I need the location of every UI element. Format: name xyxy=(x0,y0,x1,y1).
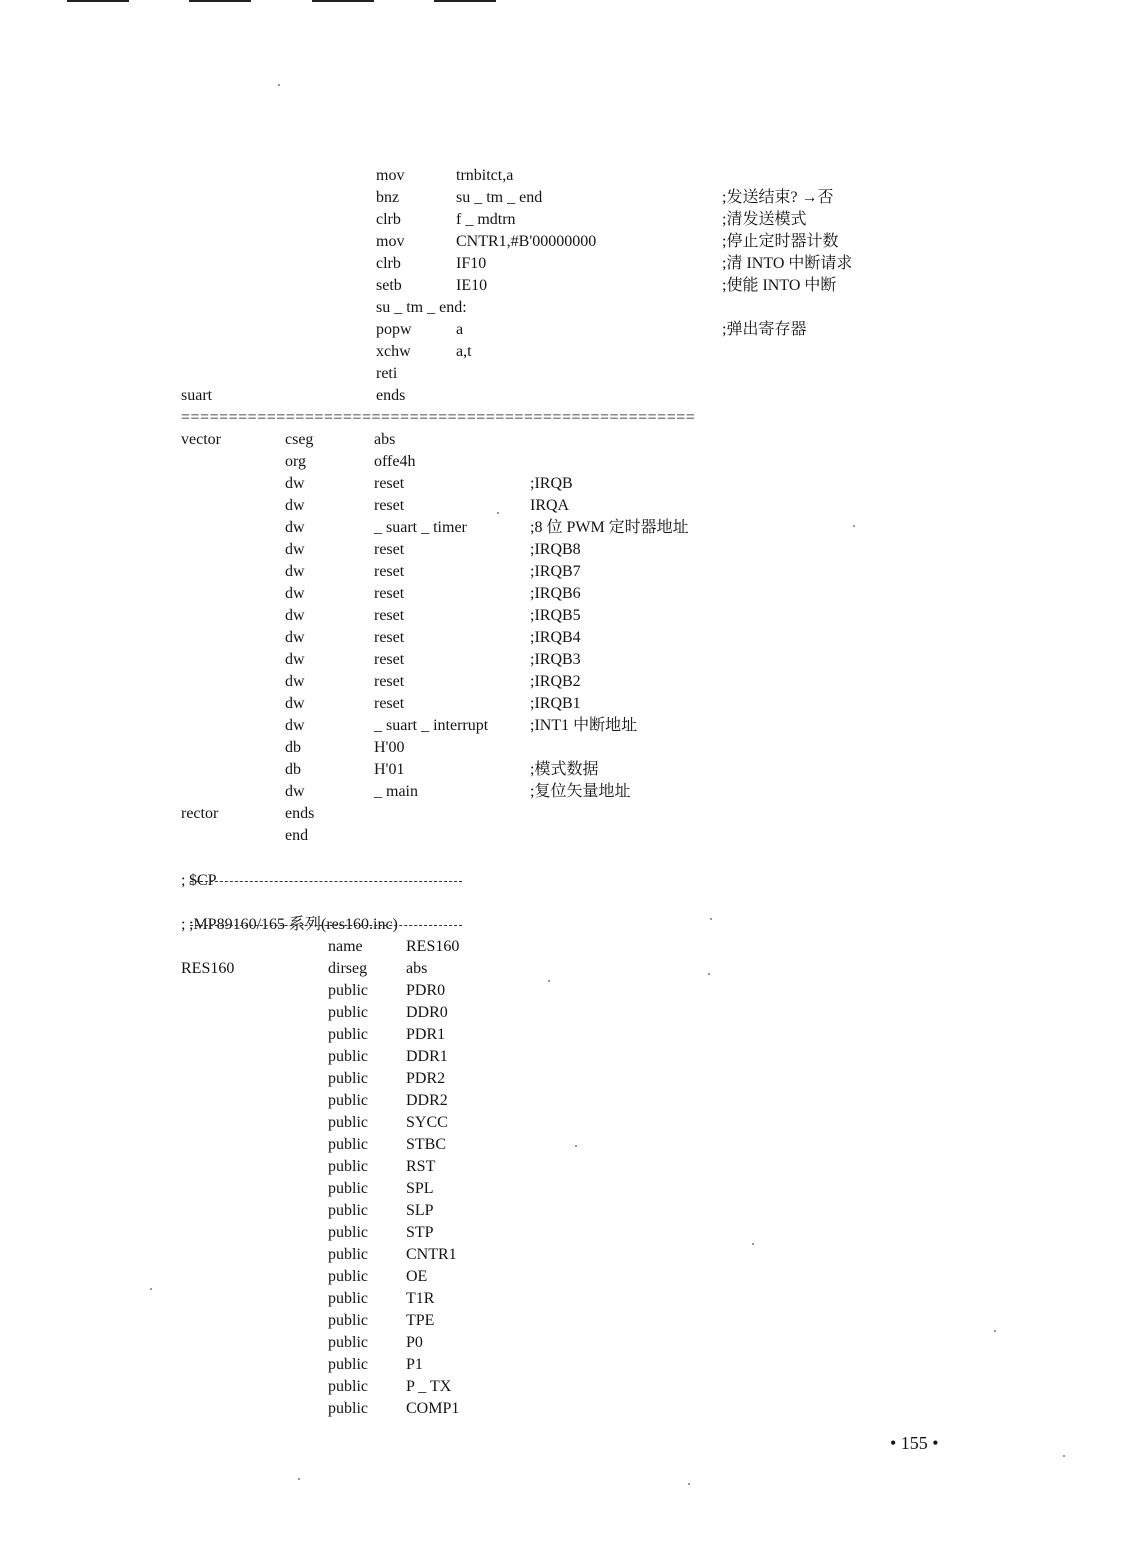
code-cell-c2: public xyxy=(328,1400,368,1417)
code-cell-c3: COMP1 xyxy=(406,1400,460,1417)
comment-semicolon: ; xyxy=(181,916,186,933)
code-cell-c4: ;IRQB1 xyxy=(530,695,581,712)
code-cell-c4: IRQA xyxy=(530,497,570,514)
code-cell-c2: public xyxy=(328,1356,368,1373)
code-cell-c3: SLP xyxy=(406,1202,434,1219)
code-cell-c4: ;8 位 PWM 定时器地址 xyxy=(530,519,689,536)
code-cell-c2: dw xyxy=(285,475,305,492)
code-cell-c4: ;发送结束? →否 xyxy=(722,189,834,206)
top-rule-mark xyxy=(434,0,496,2)
code-cell-c2: setb xyxy=(376,277,402,294)
code-cell-c3: f _ mdtrn xyxy=(456,211,516,228)
code-cell-c3: CNTR1 xyxy=(406,1246,457,1263)
code-cell-c4: ;IRQB8 xyxy=(530,541,581,558)
code-cell-c2: bnz xyxy=(376,189,400,206)
comment-dash-rule-top xyxy=(181,870,462,892)
code-cell-c2: public xyxy=(328,1224,368,1241)
code-cell-c4: ;模式数据 xyxy=(530,761,599,778)
code-cell-c3: _ main xyxy=(374,783,418,800)
code-cell-c3: STP xyxy=(406,1224,434,1241)
code-cell-c2: public xyxy=(328,1048,368,1065)
code-cell-c3: IE10 xyxy=(456,277,488,294)
code-cell-c3: DDR2 xyxy=(406,1092,448,1109)
code-cell-c3: reset xyxy=(374,607,405,624)
code-cell-c3: reset xyxy=(374,475,405,492)
code-cell-c3: abs xyxy=(406,960,428,977)
code-cell-c2: clrb xyxy=(376,255,401,272)
code-cell-c3: SPL xyxy=(406,1180,434,1197)
code-cell-c2: dirseg xyxy=(328,960,368,977)
separator-line: ====================================================== xyxy=(181,409,696,426)
code-cell-c2: public xyxy=(328,1004,368,1021)
code-cell-c4: ;IRQB5 xyxy=(530,607,581,624)
code-cell-c3: SYCC xyxy=(406,1114,448,1131)
code-cell-c4: ;使能 INTO 中断 xyxy=(722,277,837,294)
code-cell-c3: CNTR1,#B'00000000 xyxy=(456,233,597,250)
code-cell-c2: popw xyxy=(376,321,412,338)
code-cell-c2: xchw xyxy=(376,343,411,360)
code-cell-c2: public xyxy=(328,1378,368,1395)
comment-semicolon: ; xyxy=(181,872,186,889)
code-cell-c4: ;弹出寄存器 xyxy=(722,321,807,338)
scan-speck xyxy=(497,512,499,514)
code-cell-c3: IF10 xyxy=(456,255,487,272)
comment-title-text: ;MP89160/165 系列(res160.inc) xyxy=(189,916,398,933)
code-cell-c2: db xyxy=(285,761,301,778)
code-cell-c4: ;停止定时器计数 xyxy=(722,233,839,250)
code-cell-c4: ;复位矢量地址 xyxy=(530,783,631,800)
code-cell-c1: RES160 xyxy=(181,960,235,977)
code-cell-c2: dw xyxy=(285,629,305,646)
code-cell-c3: reset xyxy=(374,673,405,690)
code-cell-c2: dw xyxy=(285,673,305,690)
code-cell-c2: dw xyxy=(285,717,305,734)
code-cell-c2: dw xyxy=(285,585,305,602)
page-number: • 155 • xyxy=(890,1433,939,1453)
code-cell-c2: public xyxy=(328,1202,368,1219)
code-cell-c3: abs xyxy=(374,431,396,448)
code-cell-c4: ;清 INTO 中断请求 xyxy=(722,255,853,272)
code-cell-c2: dw xyxy=(285,651,305,668)
code-cell-c2: dw xyxy=(285,541,305,558)
code-cell-c4: ;IRQB4 xyxy=(530,629,581,646)
code-cell-c2: public xyxy=(328,1312,368,1329)
code-cell-c3: reset xyxy=(374,629,405,646)
code-cell-c3: STBC xyxy=(406,1136,447,1153)
dashed-rule xyxy=(190,881,462,882)
code-cell-c2: clrb xyxy=(376,211,401,228)
code-cell-c1: suart xyxy=(181,387,213,404)
code-cell-c2: public xyxy=(328,1136,368,1153)
code-cell-c4: ;IRQB6 xyxy=(530,585,581,602)
code-cell-c3: H'00 xyxy=(374,739,405,756)
code-cell-c2: public xyxy=(328,1092,368,1109)
code-cell-c3: reset xyxy=(374,695,405,712)
scan-speck xyxy=(688,1483,690,1485)
code-cell-c4: ;IRQB2 xyxy=(530,673,581,690)
code-cell-c1: vector xyxy=(181,431,221,448)
code-cell-c3: H'01 xyxy=(374,761,405,778)
code-cell-c3: RES160 xyxy=(406,938,460,955)
code-cell-c2: ends xyxy=(285,805,315,822)
scan-speck xyxy=(853,525,855,527)
code-cell-c3: a,t xyxy=(456,343,472,360)
code-cell-c3: reset xyxy=(374,541,405,558)
code-cell-c2: dw xyxy=(285,783,305,800)
code-cell-c2: org xyxy=(285,453,307,470)
code-cell-c2: public xyxy=(328,1070,368,1087)
code-cell-c2: reti xyxy=(376,365,398,382)
code-cell-c3: P _ TX xyxy=(406,1378,452,1395)
code-cell-c2: public xyxy=(328,1334,368,1351)
code-cell-c2: public xyxy=(328,1114,368,1131)
code-cell-c3: TPE xyxy=(406,1312,435,1329)
code-cell-c2: dw xyxy=(285,607,305,624)
code-cell-c3: reset xyxy=(374,497,405,514)
directive-text: $CP xyxy=(189,872,217,889)
scan-speck xyxy=(298,1478,300,1480)
code-cell-c2: public xyxy=(328,1180,368,1197)
code-cell-c3: su _ tm _ end xyxy=(456,189,543,206)
comment-dash-rule-bottom xyxy=(181,914,462,936)
code-cell-c2: end xyxy=(285,827,309,844)
code-cell-c2: dw xyxy=(285,695,305,712)
code-cell-c2: dw xyxy=(285,519,305,536)
code-cell-c3: T1R xyxy=(406,1290,435,1307)
code-cell-c3: RST xyxy=(406,1158,436,1175)
code-cell-c2: public xyxy=(328,1158,368,1175)
code-cell-c3: PDR1 xyxy=(406,1026,446,1043)
code-cell-c4: ;INT1 中断地址 xyxy=(530,717,638,734)
code-cell-c3: _ suart _ interrupt xyxy=(374,717,489,734)
code-cell-c3: reset xyxy=(374,651,405,668)
code-cell-c3: _ suart _ timer xyxy=(374,519,467,536)
code-cell-c2: mov xyxy=(376,167,405,184)
code-cell-c2: dw xyxy=(285,563,305,580)
code-cell-c2: public xyxy=(328,1290,368,1307)
code-cell-c4: ;清发送模式 xyxy=(722,211,807,228)
code-cell-c3: OE xyxy=(406,1268,428,1285)
code-cell-c1: rector xyxy=(181,805,219,822)
code-cell-c3: reset xyxy=(374,585,405,602)
scan-speck xyxy=(150,1288,152,1290)
code-cell-c3: a xyxy=(456,321,464,338)
top-rule-mark xyxy=(189,0,251,2)
scan-speck xyxy=(278,84,280,86)
scan-speck xyxy=(752,1243,754,1245)
code-cell-c2: su _ tm _ end: xyxy=(376,299,467,316)
scan-speck xyxy=(575,1145,577,1147)
code-cell-c4: ;IRQB3 xyxy=(530,651,581,668)
code-cell-c4: ;IRQB xyxy=(530,475,573,492)
code-cell-c2: db xyxy=(285,739,301,756)
code-cell-c2: ends xyxy=(376,387,406,404)
scan-speck xyxy=(548,980,550,982)
dashed-rule xyxy=(190,925,462,926)
code-cell-c2: public xyxy=(328,1246,368,1263)
top-rule-mark xyxy=(67,0,129,2)
code-cell-c3: DDR1 xyxy=(406,1048,448,1065)
code-cell-c2: cseg xyxy=(285,431,314,448)
code-cell-c3: PDR2 xyxy=(406,1070,446,1087)
code-cell-c3: DDR0 xyxy=(406,1004,448,1021)
code-cell-c2: dw xyxy=(285,497,305,514)
code-cell-c2: public xyxy=(328,1268,368,1285)
code-cell-c3: P0 xyxy=(406,1334,423,1351)
scan-speck xyxy=(1063,1455,1065,1457)
top-rule-mark xyxy=(312,0,374,2)
code-cell-c2: public xyxy=(328,1026,368,1043)
code-cell-c3: reset xyxy=(374,563,405,580)
scan-speck xyxy=(994,1330,996,1332)
code-cell-c2: name xyxy=(328,938,363,955)
code-cell-c3: P1 xyxy=(406,1356,423,1373)
code-cell-c2: public xyxy=(328,982,368,999)
code-cell-c3: PDR0 xyxy=(406,982,446,999)
scan-speck xyxy=(708,973,710,975)
code-cell-c2: mov xyxy=(376,233,405,250)
code-cell-c3: offe4h xyxy=(374,453,416,470)
code-cell-c3: trnbitct,a xyxy=(456,167,514,184)
code-cell-c4: ;IRQB7 xyxy=(530,563,581,580)
scan-speck xyxy=(710,918,712,920)
